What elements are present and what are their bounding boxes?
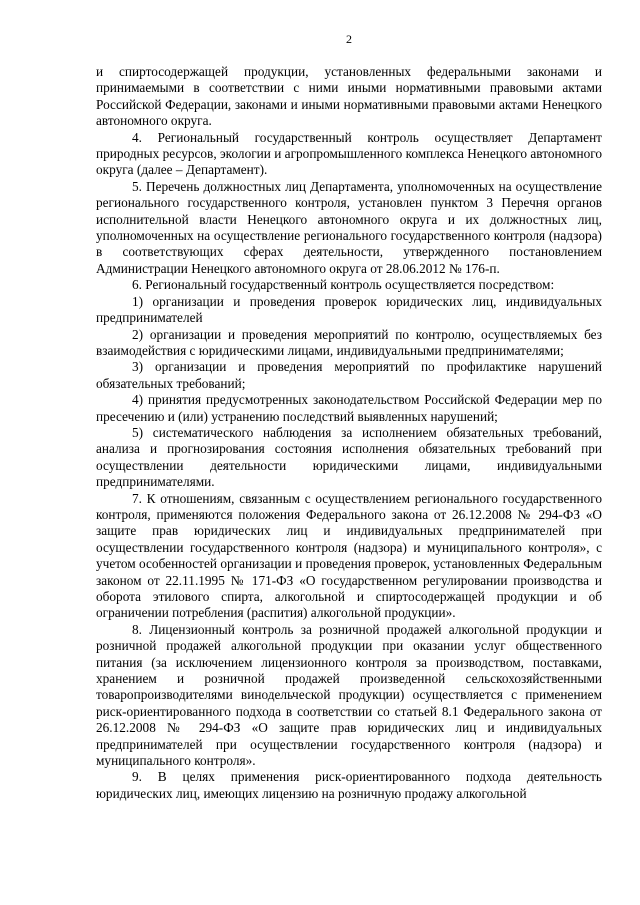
paragraph-subitem-1: 1) организации и проведения проверок юридических лиц, индивидуальных предпринимателей — [96, 293, 602, 326]
paragraph-subitem-4: 4) принятия предусмотренных законодательством Российской Федерации мер по пресечению и (или) устранению последствий выявленных нарушений; — [96, 392, 602, 424]
paragraph-item-7: 7. К отношениям, связанным с осуществлением регионального государственного контроля, применяются положения Федерального закона от 26.12.2008 № 294-ФЗ «О защите прав юридических лиц и индивидуальных предпринимателей при осуществлении государственного контроля (надзора) и муниципального контроля», с учетом особенностей организации и проведения проверок, установленных Федеральным законом от 22.11.1995 № 171-ФЗ «О государственном регулировании производства и оборота этилового спирта, алкогольной и спиртосодержащей продукции и об ограничении потребления (распития) алкогольной продукции». — [96, 490, 602, 621]
paragraph-item-5: 5. Перечень должностных лиц Департамента, уполномоченных на осуществление регионального государственного контроля, установлен пунктом 3 Перечня органов исполнительной власти Ненецкого автономного округа и их должностных лиц, уполномоченных на осуществление регионального государственного контроля (надзора) в соответствующих сферах деятельности, утвержденного постановлением Администрации Ненецкого автономного округа от 28.06.2012 № 176-п. — [96, 178, 602, 276]
paragraph-item-9: 9. В целях применения риск-ориентированного подхода деятельность юридических лиц, имеющих лицензию на розничную продажу алкогольной — [96, 769, 602, 801]
paragraph-subitem-3: 3) организации и проведения мероприятий по профилактике нарушений обязательных требований; — [96, 359, 602, 391]
paragraph-subitem-5: 5) систематического наблюдения за исполнением обязательных требований, анализа и прогнозирования состояния исполнения обязательных требований при осуществлении деятельности юридическими лицами, индивидуальными предпринимателями. — [96, 424, 602, 490]
paragraph-item-4: 4. Региональный государственный контроль осуществляет Департамент природных ресурсов, экологии и агропромышленного комплекса Ненецкого автономного округа (далее – Департамент). — [96, 129, 603, 178]
paragraph-item-8: 8. Лицензионный контроль за розничной продажей алкогольной продукции и розничной продажей алкогольной продукции при оказании услуг общественного питания (за исключением лицензионного контроля за производством, поставками, хранением и розничной продажей произведенной сельскохозяйственными товаропроизводителями винодельческой продукции) осуществляется с применением риск-ориентированного подхода в соответствии со статьей 8.1 Федерального закона от 26.12.2008 № 294-ФЗ «О защите прав юридических лиц и индивидуальных предпринимателей при осуществлении государственного контроля (надзора) и муниципального контроля». — [96, 621, 602, 769]
document-body — [96, 64, 602, 802]
paragraph-item-6: 6. Региональный государственный контроль осуществляется посредством: — [132, 277, 555, 293]
page-number: 2 — [346, 32, 352, 46]
paragraph-continuation: и спиртосодержащей продукции, установленных федеральными законами и принимаемыми в соответствии с ними иными нормативными правовыми актами Российской Федерации, законами и иными нормативными правовыми актами Ненецкого автономного округа. — [96, 64, 602, 129]
document-page — [96, 32, 602, 802]
paragraph-subitem-2: 2) организации и проведения мероприятий по контролю, осуществляемых без взаимодействия с юридическими лицами, индивидуальными предпринимателями; — [96, 326, 602, 358]
